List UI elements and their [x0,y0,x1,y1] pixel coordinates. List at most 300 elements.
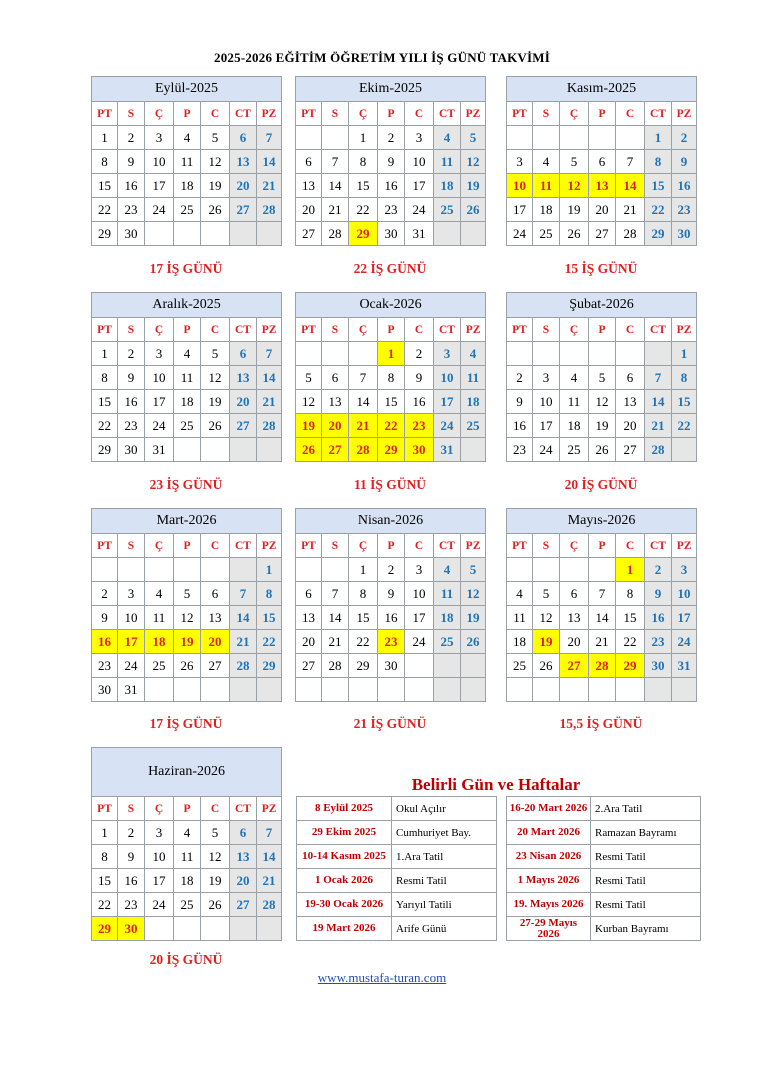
empty-cell [322,558,349,582]
calendar-day: 12 [174,606,201,630]
event-date: 1 Ocak 2026 [297,869,392,893]
calendar-day: 18 [174,174,201,198]
weekday-header: PZ [257,102,282,126]
calendar-day: 19 [461,606,486,630]
weekday-header: C [405,534,434,558]
event-date: 20 Mart 2026 [507,821,591,845]
calendar-day: 2 [118,342,145,366]
calendar-day: 27 [296,654,322,678]
weekday-header: PZ [257,534,282,558]
calendar-day: 28 [257,198,282,222]
calendar-day: 8 [92,366,118,390]
empty-cell [257,917,282,941]
calendar-day: 21 [589,630,616,654]
calendar-day: 22 [616,630,645,654]
calendar-day: 6 [230,126,257,150]
calendar-day: 23 [378,630,405,654]
event-date: 1 Mayıs 2026 [507,869,591,893]
calendar-day: 8 [257,582,282,606]
calendar-day: 1 [672,342,697,366]
month-title: Aralık-2025 [92,293,282,318]
calendar-day: 25 [461,414,486,438]
empty-cell [201,438,230,462]
calendar-day: 12 [560,174,589,198]
calendar-day: 30 [118,438,145,462]
calendar-day: 11 [174,366,201,390]
calendar-day: 4 [560,366,589,390]
calendar-day: 29 [92,222,118,246]
calendar-day: 3 [405,558,434,582]
calendar-day: 5 [560,150,589,174]
calendar-day: 30 [118,222,145,246]
calendar-day: 8 [645,150,672,174]
calendar-day: 29 [616,654,645,678]
empty-cell [349,342,378,366]
empty-cell [461,438,486,462]
empty-cell [257,438,282,462]
calendar-day: 29 [349,654,378,678]
calendar-day: 22 [257,630,282,654]
month-title: Mayıs-2026 [507,509,697,534]
empty-cell [507,126,533,150]
weekday-header: P [174,102,201,126]
calendar-day: 2 [672,126,697,150]
month-calendar [506,292,697,462]
weekday-header: S [118,102,145,126]
calendar-day: 16 [92,630,118,654]
month-title: Şubat-2026 [507,293,697,318]
month-calendar [506,76,697,246]
calendar-day: 19 [589,414,616,438]
calendar-day: 21 [257,869,282,893]
calendar-day: 24 [145,893,174,917]
work-day-count: 17 İŞ GÜNÜ [149,716,223,731]
calendar-day: 9 [378,582,405,606]
calendar-day: 11 [461,366,486,390]
event-date: 29 Ekim 2025 [297,821,392,845]
empty-cell [589,126,616,150]
weekday-header: S [118,318,145,342]
weekday-header: P [589,102,616,126]
empty-cell [560,558,589,582]
weekday-header: PZ [461,534,486,558]
calendar-day: 17 [434,390,461,414]
calendar-day: 18 [174,390,201,414]
calendar-day: 15 [349,606,378,630]
calendar-day: 9 [118,845,145,869]
empty-cell [349,678,378,702]
calendar-day: 26 [201,893,230,917]
calendar-day: 29 [257,654,282,678]
month-calendar [295,508,486,702]
event-name: Yarıyıl Tatili [392,893,497,917]
calendar-day: 2 [92,582,118,606]
empty-cell [672,678,697,702]
calendar-day: 16 [118,174,145,198]
calendar-day: 11 [507,606,533,630]
calendar-day: 17 [145,174,174,198]
empty-cell [616,678,645,702]
calendar-day: 5 [201,821,230,845]
calendar-day: 24 [533,438,560,462]
weekday-header: PZ [672,102,697,126]
weekday-header: Ç [145,102,174,126]
calendar-day: 31 [672,654,697,678]
calendar-day: 19 [201,174,230,198]
calendar-day: 31 [145,438,174,462]
calendar-day: 4 [434,558,461,582]
month-title: Eylül-2025 [92,77,282,102]
calendar-day: 25 [174,414,201,438]
work-day-count: 20 İŞ GÜNÜ [149,952,223,967]
event-name: 1.Ara Tatil [392,845,497,869]
event-row [297,845,497,869]
calendar-day: 2 [118,821,145,845]
calendar-day: 3 [533,366,560,390]
calendar-day: 3 [118,582,145,606]
calendar-day: 3 [405,126,434,150]
event-name: Resmi Tatil [591,893,701,917]
calendar-day: 7 [257,126,282,150]
calendar-day: 1 [378,342,405,366]
weekday-header: CT [434,534,461,558]
calendar-day: 27 [616,438,645,462]
month-calendar [506,508,697,702]
empty-cell [296,558,322,582]
calendar-day: 4 [434,126,461,150]
weekday-header: C [616,102,645,126]
calendar-day: 7 [349,366,378,390]
calendar-day: 24 [405,630,434,654]
calendar-day: 14 [257,150,282,174]
empty-cell [230,678,257,702]
calendar-day: 22 [378,414,405,438]
calendar-day: 2 [378,126,405,150]
empty-cell [589,342,616,366]
calendar-day: 6 [589,150,616,174]
weekday-header: PT [92,318,118,342]
calendar-day: 15 [645,174,672,198]
calendar-day: 14 [230,606,257,630]
calendar-day: 8 [92,150,118,174]
calendar-day: 16 [118,869,145,893]
calendar-day: 19 [201,869,230,893]
calendar-day: 22 [672,414,697,438]
calendar-day: 2 [378,558,405,582]
calendar-day: 21 [230,630,257,654]
calendar-day: 14 [589,606,616,630]
calendar-day: 17 [672,606,697,630]
calendar-day: 24 [405,198,434,222]
weekday-header: PT [296,318,322,342]
calendar-day: 14 [349,390,378,414]
calendar-day: 3 [145,821,174,845]
calendar-day: 25 [174,198,201,222]
calendar-day: 4 [174,342,201,366]
event-name: Cumhuriyet Bay. [392,821,497,845]
weekday-header: CT [230,102,257,126]
event-name: Kurban Bayramı [591,917,701,941]
calendar-day: 19 [461,174,486,198]
calendar-day: 4 [461,342,486,366]
events-table-left [296,796,497,941]
calendar-day: 4 [174,821,201,845]
event-row [297,821,497,845]
calendar-day: 26 [174,654,201,678]
empty-cell [201,917,230,941]
calendar-day: 8 [616,582,645,606]
weekday-header: C [405,102,434,126]
calendar-day: 19 [296,414,322,438]
month-title: Ocak-2026 [296,293,486,318]
empty-cell [145,917,174,941]
calendar-day: 13 [560,606,589,630]
empty-cell [322,126,349,150]
calendar-day: 28 [230,654,257,678]
empty-cell [645,342,672,366]
calendar-day: 18 [434,174,461,198]
weekday-header: C [201,534,230,558]
calendar-day: 11 [560,390,589,414]
calendar-day: 21 [322,630,349,654]
calendar-day: 9 [405,366,434,390]
calendar-day: 23 [118,893,145,917]
empty-cell [230,558,257,582]
calendar-day: 15 [672,390,697,414]
weekday-header: CT [434,318,461,342]
calendar-day: 26 [296,438,322,462]
calendar-day: 10 [405,582,434,606]
calendar-day: 8 [672,366,697,390]
weekday-header: PZ [672,318,697,342]
weekday-header: PZ [257,797,282,821]
empty-cell [201,558,230,582]
calendar-day: 1 [349,126,378,150]
calendar-day: 3 [145,342,174,366]
calendar-day: 16 [378,174,405,198]
calendar-day: 10 [145,150,174,174]
weekday-header: C [201,318,230,342]
calendar-day: 30 [92,678,118,702]
calendar-day: 21 [322,198,349,222]
calendar-day: 16 [405,390,434,414]
event-row [297,869,497,893]
calendar-day: 6 [201,582,230,606]
weekday-header: Ç [560,534,589,558]
weekday-header: P [378,102,405,126]
calendar-day: 12 [201,150,230,174]
calendar-day: 13 [230,845,257,869]
weekday-header: PZ [672,534,697,558]
calendar-day: 14 [645,390,672,414]
weekday-header: CT [434,102,461,126]
calendar-day: 31 [405,222,434,246]
weekday-header: S [533,102,560,126]
calendar-day: 13 [322,390,349,414]
calendar-day: 1 [92,821,118,845]
calendar-day: 25 [434,630,461,654]
calendar-day: 15 [92,869,118,893]
calendar-day: 18 [145,630,174,654]
calendar-day: 12 [296,390,322,414]
calendar-day: 29 [378,438,405,462]
calendar-day: 10 [145,366,174,390]
month-calendar [295,76,486,246]
calendar-day: 10 [434,366,461,390]
empty-cell [507,342,533,366]
empty-cell [434,654,461,678]
calendar-day: 22 [92,414,118,438]
calendar-day: 9 [92,606,118,630]
calendar-day: 8 [349,582,378,606]
calendar-day: 10 [507,174,533,198]
calendar-day: 23 [507,438,533,462]
calendar-day: 15 [92,174,118,198]
event-date: 19. Mayıs 2026 [507,893,591,917]
calendar-day: 7 [322,582,349,606]
calendar-day: 7 [257,342,282,366]
weekday-header: C [616,318,645,342]
calendar-day: 9 [645,582,672,606]
calendar-day: 20 [560,630,589,654]
event-row [507,845,701,869]
month-calendar [91,508,282,702]
calendar-day: 16 [672,174,697,198]
empty-cell [145,558,174,582]
calendar-day: 17 [145,869,174,893]
calendar-day: 6 [322,366,349,390]
empty-cell [434,222,461,246]
work-day-count: 22 İŞ GÜNÜ [353,261,427,276]
calendar-day: 10 [672,582,697,606]
calendar-day: 8 [378,366,405,390]
empty-cell [616,342,645,366]
calendar-day: 24 [672,630,697,654]
calendar-day: 11 [533,174,560,198]
empty-cell [145,222,174,246]
calendar-day: 31 [118,678,145,702]
footer-website-link[interactable]: www.mustafa-turan.com [317,970,447,985]
weekday-header: S [533,318,560,342]
calendar-day: 21 [616,198,645,222]
calendar-day: 5 [461,126,486,150]
empty-cell [645,678,672,702]
calendar-day: 17 [118,630,145,654]
weekday-header: PT [92,534,118,558]
empty-cell [174,678,201,702]
weekday-header: S [118,534,145,558]
weekday-header: P [174,534,201,558]
calendar-day: 8 [92,845,118,869]
calendar-day: 21 [257,390,282,414]
empty-cell [533,342,560,366]
calendar-day: 23 [645,630,672,654]
event-date: 27-29 Mayıs 2026 [507,917,591,941]
calendar-day: 18 [461,390,486,414]
calendar-day: 20 [230,869,257,893]
weekday-header: C [405,318,434,342]
calendar-day: 3 [434,342,461,366]
calendar-day: 7 [589,582,616,606]
calendar-day: 17 [405,174,434,198]
empty-cell [174,438,201,462]
calendar-day: 14 [322,174,349,198]
weekday-header: PT [507,534,533,558]
work-day-count: 15,5 İŞ GÜNÜ [559,716,643,731]
empty-cell [672,438,697,462]
calendar-day: 27 [230,198,257,222]
calendar-day: 24 [434,414,461,438]
calendar-day: 18 [507,630,533,654]
calendar-day: 12 [461,582,486,606]
weekday-header: P [378,318,405,342]
calendar-day: 15 [378,390,405,414]
weekday-header: Ç [145,797,174,821]
calendar-day: 27 [589,222,616,246]
calendar-day: 7 [230,582,257,606]
calendar-day: 6 [560,582,589,606]
month-title: Mart-2026 [92,509,282,534]
weekday-header: PT [92,797,118,821]
weekday-header: CT [230,797,257,821]
empty-cell [533,126,560,150]
calendar-day: 16 [645,606,672,630]
calendar-day: 21 [645,414,672,438]
calendar-day: 25 [507,654,533,678]
calendar-day: 1 [92,126,118,150]
calendar-day: 10 [118,606,145,630]
calendar-day: 23 [672,198,697,222]
weekday-header: C [201,102,230,126]
weekday-header: S [533,534,560,558]
calendar-day: 1 [349,558,378,582]
calendar-day: 13 [230,150,257,174]
weekday-header: PT [507,318,533,342]
calendar-day: 29 [645,222,672,246]
calendar-day: 5 [461,558,486,582]
empty-cell [201,678,230,702]
calendar-day: 3 [145,126,174,150]
calendar-day: 20 [296,630,322,654]
calendar-day: 1 [257,558,282,582]
work-day-count: 21 İŞ GÜNÜ [353,716,427,731]
calendar-day: 16 [378,606,405,630]
empty-cell [296,342,322,366]
event-name: Resmi Tatil [392,869,497,893]
calendar-day: 7 [645,366,672,390]
month-title: Ekim-2025 [296,77,486,102]
calendar-day: 6 [230,342,257,366]
weekday-header: Ç [349,102,378,126]
calendar-day: 1 [645,126,672,150]
calendar-day: 26 [533,654,560,678]
calendar-day: 29 [349,222,378,246]
month-calendar [91,292,282,462]
calendar-day: 1 [616,558,645,582]
calendar-day: 7 [322,150,349,174]
calendar-day: 7 [257,821,282,845]
calendar-day: 26 [560,222,589,246]
weekday-header: S [322,102,349,126]
calendar-day: 9 [378,150,405,174]
calendar-day: 4 [507,582,533,606]
calendar-day: 9 [118,366,145,390]
empty-cell [322,342,349,366]
calendar-day: 11 [174,845,201,869]
calendar-day: 5 [296,366,322,390]
calendar-day: 19 [174,630,201,654]
event-date: 19-30 Ocak 2026 [297,893,392,917]
